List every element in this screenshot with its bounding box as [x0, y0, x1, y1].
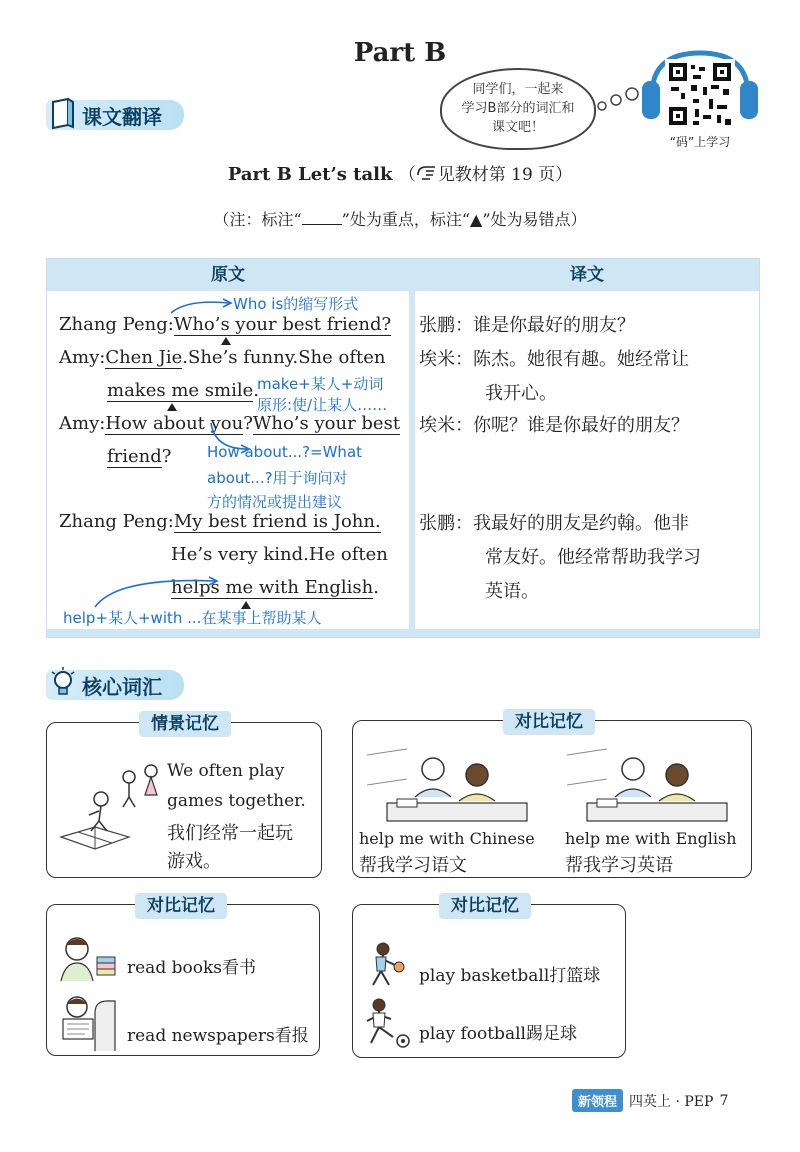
thought-dots-icon: [596, 86, 640, 112]
dialogue-line: Zhang Peng:My best friend is John.: [59, 511, 381, 532]
table-bottom-bar: [47, 629, 759, 637]
speech-bubble: [440, 68, 596, 150]
section-heading-label: 核心词汇: [82, 674, 162, 699]
column-divider: [409, 259, 415, 637]
brand-badge: 新领程: [572, 1089, 623, 1112]
classroom-illustration: [567, 745, 733, 829]
bubble-line: 同学们，一起来: [472, 82, 564, 97]
column-header-original: 原文: [47, 259, 409, 291]
card-english: games together.: [167, 791, 306, 811]
dialogue-line: makes me smile.: [107, 380, 259, 401]
vocab-item: play basketball打篮球: [419, 966, 601, 986]
book-icon: [50, 96, 76, 130]
dialogue-line: Amy:How about you?Who’s your best: [59, 413, 401, 434]
card-english: We often play: [167, 761, 285, 781]
dialogue-line: Zhang Peng:Who’s your best friend?: [59, 314, 392, 335]
page-title: Part B: [353, 38, 447, 68]
qr-code-icon[interactable]: [665, 59, 735, 129]
basketball-player-illustration: [359, 941, 409, 989]
vocab-card-compare-help: [352, 712, 752, 878]
kids-playing-illustration: [55, 763, 163, 863]
pointing-hand-icon: [416, 163, 438, 183]
ref-open: （: [398, 165, 416, 185]
dialogue-line: He’s very kind.He often: [171, 544, 388, 565]
vocab-card-compare-play: [352, 896, 626, 1058]
dialogue-line: friend?: [107, 446, 172, 467]
annotation-note: 原形:使/让某人……: [257, 396, 388, 414]
textbook-reference: 见教材第 19 页: [437, 165, 556, 185]
annotation-note: help+某人+with ...在某事上帮助某人: [63, 609, 322, 627]
card-english: help me with English: [565, 829, 737, 848]
annotation-arrow: [167, 295, 237, 315]
card-chinese: 我们经常一起玩: [167, 823, 293, 844]
card-english: help me with Chinese: [359, 829, 535, 848]
card-tag: 情景记忆: [139, 711, 231, 737]
bubble-line: 学习B部分的词汇和: [461, 101, 575, 116]
column-header-translation: 译文: [415, 259, 759, 291]
page-number: 7: [719, 1092, 729, 1109]
translation-line: 常友好。他经常帮助我学习: [485, 547, 701, 568]
translation-line: 我开心。: [485, 383, 557, 404]
annotation-note: How about...?=What: [207, 443, 363, 461]
football-player-illustration: [359, 997, 413, 1049]
underline-sample: [302, 212, 342, 225]
vocab-item: read books看书: [127, 958, 256, 978]
card-tag: 对比记忆: [503, 709, 595, 735]
page-footer: [572, 1089, 728, 1112]
note-text: ”处为重点，标注“▲”处为易错点）: [341, 210, 587, 229]
bubble-line: 课文吧！: [491, 120, 544, 135]
dialogue-line: Amy:Chen Jie.She’s funny.She often: [59, 347, 386, 368]
card-tag: 对比记忆: [135, 893, 227, 919]
card-tag: 对比记忆: [439, 893, 531, 919]
vocab-item: read newspapers看报: [127, 1026, 309, 1046]
warning-triangle-icon: [167, 403, 177, 411]
annotation-note: 方的情况或提出建议: [207, 493, 343, 511]
annotation-arrow: [207, 419, 257, 459]
translation-line: 埃米：你呢？谁是你最好的朋友？: [419, 415, 689, 436]
annotation-note: Who is的缩写形式: [233, 295, 359, 313]
translation-line: 埃米：陈杰。她很有趣。她经常让: [419, 349, 689, 370]
reading-newspaper-illustration: [55, 993, 119, 1051]
translation-line: 张鹏：我最好的朋友是约翰。他非: [419, 513, 689, 534]
qr-caption: “码”上学习: [669, 135, 731, 149]
classroom-illustration: [367, 745, 533, 829]
ref-close: ）: [555, 165, 573, 185]
card-chinese: 帮我学习英语: [565, 855, 673, 876]
annotation-arrow: [87, 575, 227, 609]
dialogue-line: helps me with English.: [171, 577, 379, 598]
qr-code-block[interactable]: [640, 45, 760, 155]
card-chinese: 游戏。: [167, 851, 221, 872]
translation-line: 张鹏：谁是你最好的朋友？: [419, 315, 635, 336]
talk-title: [0, 160, 800, 185]
reading-books-illustration: [55, 933, 119, 983]
card-chinese: 帮我学习语文: [359, 855, 467, 876]
section-heading-translation: [46, 100, 184, 130]
section-heading-vocabulary: [46, 670, 184, 700]
legend-note: [0, 207, 800, 230]
lightbulb-icon: [50, 666, 76, 700]
vocab-item: play football踢足球: [419, 1024, 577, 1044]
note-text: （注：标注“: [213, 210, 302, 229]
translation-line: 英语。: [485, 581, 539, 602]
vocab-card-scene: [46, 714, 322, 878]
annotation-note: make+某人+动词: [257, 375, 384, 393]
section-heading-label: 课文翻译: [82, 104, 162, 129]
warning-triangle-icon: [221, 337, 231, 345]
annotation-note: about...?用于询问对: [207, 469, 348, 487]
translation-table: [46, 258, 760, 638]
vocab-card-compare-read: [46, 896, 320, 1056]
book-label: 四英上 · PEP: [629, 1093, 714, 1110]
talk-title-text: Part B Let’s talk: [227, 164, 393, 185]
